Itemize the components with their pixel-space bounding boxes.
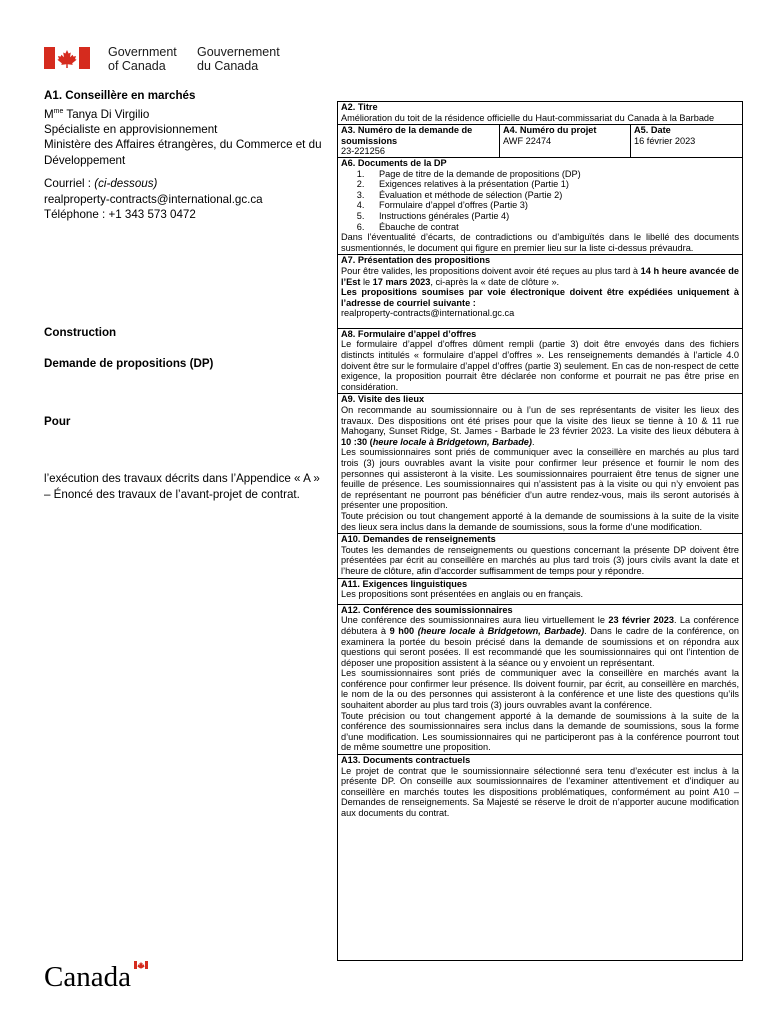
- section-a7: A7. Présentation des propositions Pour être valides, les propositions doivent avoir été reçues au plus tard à 14 h heure avancée de l’Est le 17 mars 2023, ci-après la « date de clôture ». Les propositions soumises par voie électronique doivent être expédiées uniquement à l’adresse de courriel suivante : realproperty-contracts@international.gc.ca: [338, 255, 742, 329]
- canada-wordmark-flag-icon: [134, 961, 148, 969]
- government-signature: [44, 45, 344, 75]
- list-item: 2. Exigences relatives à la présentation (Partie 1): [367, 179, 739, 190]
- contact-ministry: Ministère des Affaires étrangères, du Commerce et du Développement: [44, 138, 322, 167]
- list-item: 4. Formulaire d’appel d’offres (Partie 3): [367, 200, 739, 211]
- list-item: 5. Instructions générales (Partie 4): [367, 211, 739, 222]
- gouvernement-du-canada-fr: Gouvernement du Canada: [197, 45, 280, 73]
- pour-heading: Pour: [44, 415, 71, 428]
- section-a11: A11. Exigences linguistiques Les propositions sont présentées en anglais ou en français.: [338, 579, 742, 605]
- list-item: 3. Évaluation et méthode de sélection (Partie 2): [367, 190, 739, 201]
- canada-wordmark: [44, 958, 154, 995]
- email-label-line: Courriel : (ci-dessous): [44, 177, 158, 190]
- construction-heading: Construction: [44, 326, 117, 339]
- rfp-documents-list: [341, 169, 739, 233]
- section-a2: A2. Titre Amélioration du toit de la résidence officielle du Haut-commissariat du Canada à la Barbade: [338, 102, 742, 125]
- list-item: 6. Ébauche de contrat: [367, 222, 739, 233]
- contact-name: $M^{me}$ Tanya Di Virgilio: [44, 107, 150, 121]
- government-of-canada-en: Government of Canada: [108, 45, 177, 73]
- rfp-heading: Demande de propositions (DP): [44, 357, 214, 370]
- section-a9: A9. Visite des lieux On recommande au soumissionnaire ou à l’un de ses représentants de visiter les lieux des travaux. Des dispositions ont été prises pour que la visite des lieux se tienne à 10 & 11 rue Mahogany, Sunset Ridge, St. James - Barbade le 23 février 2023. La visite des lieux débutera à 10 :30 (heure locale à Bridgetown, Barbade). Les soumissionnaires sont priés de communiquer avec la conseillère en marchés au plus tard trois (3) jours ouvrables avant la visite pour confirmer leur présence et fournir le nom des personnes qui assisteront à la visite. Les soumissionnaires pourraient être tenus de signer une feuille de présence. Les soumissionnaires qui n’assistent pas à la visite ou qui n’y envoient pas de représentant ne pourront pas bénéficier d’un autre rendez-vous, mais ils seront autorisés à présenter une proposition. Toute précision ou tout changement apporté à la demande de soumissions à la suite de la visite des lieux sera inclus dans la demande de soumissions, sous la forme d’une modification.: [338, 394, 742, 534]
- execution-text: l’exécution des travaux décrits dans l’Appendice « A » – Énoncé des travaux de l’avant-projet de contrat.: [44, 472, 320, 501]
- rfp-details-table: [337, 101, 743, 961]
- section-a6: A6. Documents de la DP 1. Page de titre de la demande de propositions (DP) 2. Exigences relatives à la présentation (Partie 1) 3. Évaluation et méthode de sélection (Partie 2) 4. Formulaire d’appel d’offres (Partie 3) 5. Instructions générales (Partie 4) 6. Ébauche de contrat Dans l’éventualité d’écarts, de contradictions ou d’ambiguïtés dans le libellé des documents susmentionnés, le document qui figure en premier lieu sur la liste ci-dessus prévaudra.: [338, 158, 742, 255]
- contact-phone: Téléphone : +1 343 573 0472: [44, 208, 196, 221]
- list-item: 1. Page de titre de la demande de propositions (DP): [367, 169, 739, 180]
- section-a13: A13. Documents contractuels Le projet de contrat que le soumissionnaire sélectionné sera tenu d’exécuter est inclus à la présente DP. On conseille aux soumissionnaires de l’examiner attentivement et d’indiquer au conseillère en marchés toutes les dispositions problématiques, conformément au point A10 – Demandes de renseignements. Sa Majesté se réserve le droit de n’apporter aucune modification aux documents du contrat.: [341, 755, 739, 818]
- contact-details: [44, 176, 324, 223]
- canada-flag-icon: [44, 47, 90, 69]
- wordmark-text: Canada: [44, 961, 131, 990]
- section-a4: A4. Numéro du projet AWF 22474: [500, 125, 631, 157]
- section-a3-a5: [338, 125, 742, 158]
- contact-title: A1. Conseillère en marchés: [44, 89, 196, 102]
- contact-email[interactable]: realproperty-contracts@international.gc.ca: [44, 192, 263, 206]
- contact-block: [44, 88, 324, 168]
- section-a3: A3. Numéro de la demande de soumissions 23-221256: [338, 125, 500, 157]
- section-a10: A10. Demandes de renseignements Toutes les demandes de renseignements ou questions concernant la présente DP doivent être présentées par écrit au conseillère en marchés au plus tard trois (3) jours civils avant la date et l’heure de clôture, afin d’accorder suffisamment de temps pour y répondre.: [338, 534, 742, 578]
- contact-role: Spécialiste en approvisionnement: [44, 122, 218, 136]
- section-a5: A5. Date 16 février 2023: [634, 125, 696, 146]
- submission-email[interactable]: realproperty-contracts@international.gc.ca: [341, 308, 515, 319]
- section-a12: A12. Conférence des soumissionnaires Une conférence des soumissionnaires aura lieu virtuellement le 23 février 2023. La conférence débutera à 9 h00 (heure locale à Bridgetown, Barbade). Dans le cadre de la conférence, on examinera la portée du besoin précisé dans la demande de soumissions et on répondra aux questions qui seront posées. Il est recommandé que les soumissionnaires qui ont l’intention de déposer une proposition assistent à la séance ou y envoient un représentant. Les soumissionnaires sont priés de communiquer avec la conseillère en marchés avant la conférence pour confirmer leur présence. Ils doivent fournir, par écrit, au conseillère en marchés, le nom de la ou des personnes qui assisteront à la conférence et une liste des questions qu’ils souhaitent aborder au plus tard trois (3) jours ouvrables avant la conférence. Toute précision ou tout changement apporté à la demande de soumissions à la suite de la conférence des soumissionnaires sera inclus dans la demande de soumissions, sous la forme d’une modification. Les soumissionnaires qui ne participeront pas à la conférence pourront tout de même soumettre une proposition.: [338, 605, 742, 755]
- section-a8: A8. Formulaire d’appel d’offres Le formulaire d’appel d’offres dûment rempli (partie 3) doit être envoyés dans des fichiers distincts intitulés « formulaire d’appel d’offres ». Les renseignements demandés à l’article 4.0 doivent être sur le formulaire d’appel d’offres (partie 3) seulement. En cas de non-respect de cette exigence, la proposition pourrait être déclarée non conforme et pourrait ne pas être prise en considération.: [338, 329, 742, 395]
